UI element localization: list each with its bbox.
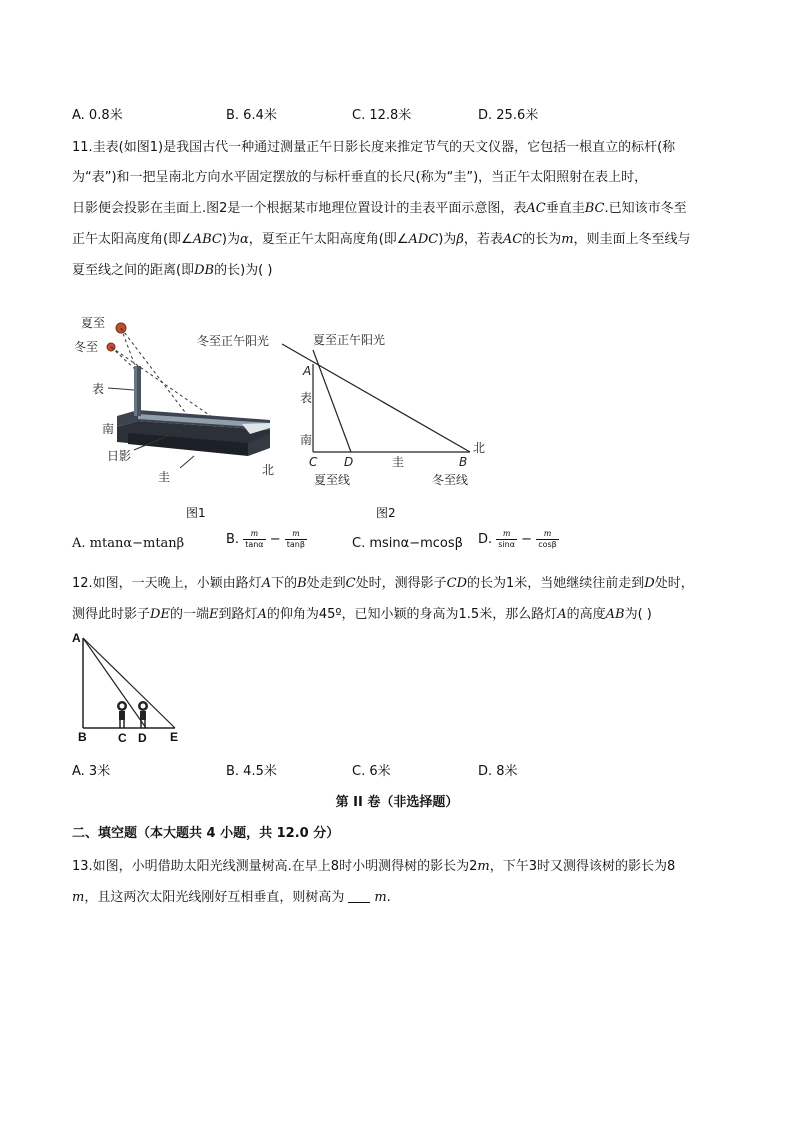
q11-line2: 为“表”)和一把呈南北方向水平固定摆放的与标杆垂直的长尺(称为“圭”)，当正午太阳照射在表上时， bbox=[72, 170, 648, 185]
q10-option-a: A. 0.8米 bbox=[72, 108, 123, 123]
fig1-south-label: 南 bbox=[102, 422, 115, 436]
q11-line1: 11.圭表(如图1)是我国古代一种通过测量正午日影长度来推定节气的天文仪器，它包括一根直立的标杆(称 bbox=[72, 140, 676, 155]
fig2-gui-label: 圭 bbox=[392, 455, 405, 469]
fig1-shadow-label: 日影 bbox=[107, 449, 132, 463]
fig2-south-label: 南 bbox=[300, 433, 313, 447]
q11-option-d: D. $\frac{m}{\sin\alpha}$ − $\frac{m}{\cos\beta}$ bbox=[478, 529, 557, 549]
fig2-summer-line-label: 夏至线 bbox=[314, 473, 351, 487]
fig2-point-a: A bbox=[303, 364, 312, 378]
figure-2-caption: 图2 bbox=[376, 506, 396, 520]
q11-line3: 日影便会投影在圭面上.图2是一个根据某市地理位置设计的圭表平面示意图，表AC垂直圭BC.已知该市冬至 bbox=[72, 201, 687, 216]
q10-option-b: B. 6.4米 bbox=[226, 108, 277, 123]
q13-line2: m，且这两次太阳光线刚好互相垂直，则树高为 m. bbox=[72, 890, 391, 905]
fig2-summer-light-label: 夏至正午阳光 bbox=[313, 333, 386, 347]
q12-option-c: C. 6米 bbox=[352, 764, 391, 779]
fig2-point-c: C bbox=[309, 455, 318, 469]
q12-fig-label-b: B bbox=[78, 730, 87, 744]
fig2-north-label: 北 bbox=[473, 441, 486, 455]
section-2-title: 二、填空题（本大题共 4 小题，共 12.0 分） bbox=[72, 826, 340, 841]
fig1-gui-label: 圭 bbox=[158, 470, 171, 484]
q12-option-b: B. 4.5米 bbox=[226, 764, 277, 779]
fig2-winter-light-label: 冬至正午阳光 bbox=[197, 334, 270, 348]
q11-line5: 夏至线之间的距离(即DB的长)为( ) bbox=[72, 263, 273, 278]
q13-answer-blank[interactable] bbox=[348, 890, 370, 903]
q12-line2: 测得此时影子DE的一端E到路灯A的仰角为45º，已知小颖的身高为1.5米，那么路灯A的高度AB为( ) bbox=[72, 607, 652, 622]
fig2-point-b: B bbox=[459, 455, 468, 469]
fig1-winter-label: 冬至 bbox=[74, 340, 99, 354]
fig2-biao-label: 表 bbox=[300, 391, 313, 405]
fig1-biao-label: 表 bbox=[92, 382, 105, 396]
q12-fig-label-c: C bbox=[118, 731, 127, 745]
q10-option-d: D. 25.6米 bbox=[478, 108, 539, 123]
q10-option-c: C. 12.8米 bbox=[352, 108, 412, 123]
fig1-summer-label: 夏至 bbox=[81, 316, 106, 330]
figure-1-caption: 图1 bbox=[186, 506, 206, 520]
part-2-title: 第 II 卷（非选择题） bbox=[335, 795, 459, 810]
girl-at-c-icon bbox=[117, 701, 127, 728]
fig1-north-label: 北 bbox=[262, 463, 275, 477]
q12-line1: 12.如图，一天晚上，小颖由路灯A下的B处走到C处时，测得影子CD的长为1米，当她继续往前走到D处时， bbox=[72, 576, 694, 591]
q12-option-a: A. 3米 bbox=[72, 764, 111, 779]
q12-option-d: D. 8米 bbox=[478, 764, 518, 779]
q13-line1: 13.如图，小明借助太阳光线测量树高.在早上8时小明测得树的影长为2m，下午3时又测得该树的影长为8 bbox=[72, 859, 676, 874]
q11-line4: 正午太阳高度角(即∠ABC)为α，夏至正午太阳高度角(即∠ADC)为β，若表AC的长为m，则圭面上冬至线与 bbox=[72, 232, 691, 247]
q11-option-b: B. $\frac{m}{\tan\alpha}$ − $\frac{m}{\tan\beta}$ bbox=[226, 529, 305, 549]
q12-fig-label-a: A bbox=[72, 631, 81, 645]
figure-q12-streetlight bbox=[72, 630, 192, 745]
q12-fig-label-d: D bbox=[138, 731, 147, 745]
figure-2-right-triangle bbox=[190, 326, 500, 496]
fig2-point-d: D bbox=[344, 455, 354, 469]
fig2-winter-line-label: 冬至线 bbox=[432, 473, 469, 487]
q12-fig-label-e: E bbox=[170, 730, 179, 744]
q11-option-c: C. msinα−mcosβ bbox=[352, 536, 463, 551]
q11-option-a: A. mtanα−mtanβ bbox=[72, 536, 185, 551]
